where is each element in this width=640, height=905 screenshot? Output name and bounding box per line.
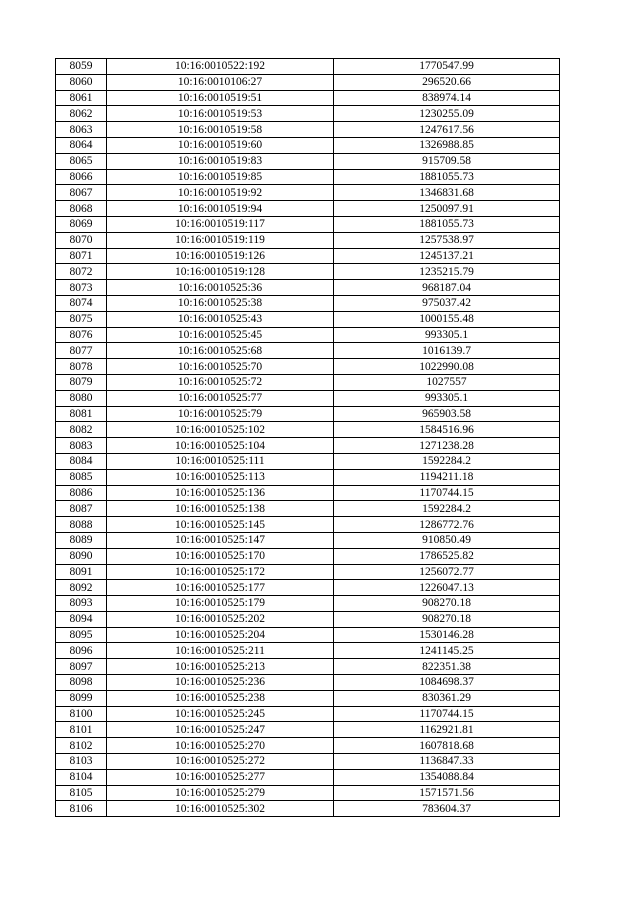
row-number-cell: 8084 — [56, 453, 107, 469]
table-row — [56, 453, 560, 469]
cadastral-number-cell: 10:16:0010525:102 — [107, 422, 334, 438]
cadastral-number-cell: 10:16:0010519:119 — [107, 232, 334, 248]
cadastral-number-cell: 10:16:0010519:94 — [107, 201, 334, 217]
value-cell: 1235215.79 — [334, 264, 560, 280]
row-number-cell: 8077 — [56, 343, 107, 359]
row-number-cell: 8059 — [56, 59, 107, 75]
table-row — [56, 311, 560, 327]
value-cell: 838974.14 — [334, 90, 560, 106]
row-number-cell: 8098 — [56, 675, 107, 691]
value-cell: 1326988.85 — [334, 137, 560, 153]
cadastral-number-cell: 10:16:0010519:126 — [107, 248, 334, 264]
table-row — [56, 216, 560, 232]
value-cell: 1250097.91 — [334, 201, 560, 217]
table-row — [56, 517, 560, 533]
row-number-cell: 8082 — [56, 422, 107, 438]
value-cell: 1245137.21 — [334, 248, 560, 264]
row-number-cell: 8085 — [56, 469, 107, 485]
value-cell: 1271238.28 — [334, 438, 560, 454]
cadastral-number-cell: 10:16:0010525:172 — [107, 564, 334, 580]
table-row — [56, 359, 560, 375]
row-number-cell: 8071 — [56, 248, 107, 264]
cadastral-number-cell: 10:16:0010525:113 — [107, 469, 334, 485]
row-number-cell: 8064 — [56, 137, 107, 153]
table-row — [56, 90, 560, 106]
cadastral-number-cell: 10:16:0010525:36 — [107, 280, 334, 296]
table-row — [56, 690, 560, 706]
value-cell: 1022990.08 — [334, 359, 560, 375]
cadastral-number-cell: 10:16:0010525:45 — [107, 327, 334, 343]
cadastral-number-cell: 10:16:0010525:247 — [107, 722, 334, 738]
row-number-cell: 8091 — [56, 564, 107, 580]
cadastral-number-cell: 10:16:0010519:53 — [107, 106, 334, 122]
value-cell: 783604.37 — [334, 801, 560, 817]
table-row — [56, 74, 560, 90]
row-number-cell: 8060 — [56, 74, 107, 90]
table-row — [56, 738, 560, 754]
row-number-cell: 8080 — [56, 390, 107, 406]
table-row — [56, 659, 560, 675]
row-number-cell: 8100 — [56, 706, 107, 722]
table-row — [56, 675, 560, 691]
row-number-cell: 8096 — [56, 643, 107, 659]
cadastral-number-cell: 10:16:0010522:192 — [107, 59, 334, 75]
value-cell: 1194211.18 — [334, 469, 560, 485]
cadastral-number-cell: 10:16:0010525:79 — [107, 406, 334, 422]
table-row — [56, 627, 560, 643]
table-row — [56, 185, 560, 201]
cadastral-number-cell: 10:16:0010525:277 — [107, 769, 334, 785]
table-row — [56, 438, 560, 454]
table-row — [56, 501, 560, 517]
value-cell: 993305.1 — [334, 390, 560, 406]
cadastral-number-cell: 10:16:0010519:83 — [107, 153, 334, 169]
cadastral-number-cell: 10:16:0010525:236 — [107, 675, 334, 691]
row-number-cell: 8099 — [56, 690, 107, 706]
table-row — [56, 137, 560, 153]
value-cell: 1226047.13 — [334, 580, 560, 596]
cadastral-number-cell: 10:16:0010525:43 — [107, 311, 334, 327]
table-row — [56, 564, 560, 580]
table-row — [56, 201, 560, 217]
cadastral-number-cell: 10:16:0010525:145 — [107, 517, 334, 533]
cadastral-number-cell: 10:16:0010519:60 — [107, 137, 334, 153]
cadastral-number-cell: 10:16:0010525:147 — [107, 532, 334, 548]
row-number-cell: 8066 — [56, 169, 107, 185]
cadastral-number-cell: 10:16:0010525:270 — [107, 738, 334, 754]
table-body — [56, 59, 560, 817]
row-number-cell: 8086 — [56, 485, 107, 501]
row-number-cell: 8078 — [56, 359, 107, 375]
row-number-cell: 8079 — [56, 374, 107, 390]
data-table — [55, 58, 560, 817]
table-row — [56, 232, 560, 248]
cadastral-number-cell: 10:16:0010106:27 — [107, 74, 334, 90]
cadastral-number-cell: 10:16:0010525:170 — [107, 548, 334, 564]
value-cell: 1170744.15 — [334, 706, 560, 722]
row-number-cell: 8087 — [56, 501, 107, 517]
table-row — [56, 343, 560, 359]
row-number-cell: 8074 — [56, 295, 107, 311]
cadastral-number-cell: 10:16:0010525:202 — [107, 611, 334, 627]
cadastral-number-cell: 10:16:0010525:302 — [107, 801, 334, 817]
cadastral-number-cell: 10:16:0010525:272 — [107, 754, 334, 770]
cadastral-number-cell: 10:16:0010519:51 — [107, 90, 334, 106]
value-cell: 1247617.56 — [334, 122, 560, 138]
value-cell: 1016139.7 — [334, 343, 560, 359]
row-number-cell: 8075 — [56, 311, 107, 327]
value-cell: 1786525.82 — [334, 548, 560, 564]
cadastral-number-cell: 10:16:0010519:85 — [107, 169, 334, 185]
value-cell: 1136847.33 — [334, 754, 560, 770]
table-row — [56, 548, 560, 564]
row-number-cell: 8068 — [56, 201, 107, 217]
table-row — [56, 374, 560, 390]
row-number-cell: 8103 — [56, 754, 107, 770]
cadastral-number-cell: 10:16:0010525:68 — [107, 343, 334, 359]
value-cell: 830361.29 — [334, 690, 560, 706]
value-cell: 908270.18 — [334, 611, 560, 627]
value-cell: 1607818.68 — [334, 738, 560, 754]
cadastral-number-cell: 10:16:0010525:70 — [107, 359, 334, 375]
row-number-cell: 8097 — [56, 659, 107, 675]
row-number-cell: 8062 — [56, 106, 107, 122]
cadastral-number-cell: 10:16:0010525:179 — [107, 596, 334, 612]
table-row — [56, 485, 560, 501]
table-row — [56, 327, 560, 343]
value-cell: 1027557 — [334, 374, 560, 390]
table-row — [56, 248, 560, 264]
cadastral-number-cell: 10:16:0010525:211 — [107, 643, 334, 659]
table-row — [56, 532, 560, 548]
value-cell: 1592284.2 — [334, 501, 560, 517]
value-cell: 1170744.15 — [334, 485, 560, 501]
row-number-cell: 8104 — [56, 769, 107, 785]
cadastral-number-cell: 10:16:0010525:38 — [107, 295, 334, 311]
table-row — [56, 169, 560, 185]
table-row — [56, 153, 560, 169]
table-row — [56, 643, 560, 659]
table-row — [56, 295, 560, 311]
row-number-cell: 8063 — [56, 122, 107, 138]
table-row — [56, 280, 560, 296]
cadastral-number-cell: 10:16:0010525:279 — [107, 785, 334, 801]
value-cell: 915709.58 — [334, 153, 560, 169]
row-number-cell: 8070 — [56, 232, 107, 248]
value-cell: 908270.18 — [334, 596, 560, 612]
row-number-cell: 8083 — [56, 438, 107, 454]
row-number-cell: 8065 — [56, 153, 107, 169]
row-number-cell: 8094 — [56, 611, 107, 627]
value-cell: 296520.66 — [334, 74, 560, 90]
row-number-cell: 8106 — [56, 801, 107, 817]
value-cell: 1571571.56 — [334, 785, 560, 801]
cadastral-number-cell: 10:16:0010525:77 — [107, 390, 334, 406]
value-cell: 1881055.73 — [334, 169, 560, 185]
table-row — [56, 722, 560, 738]
row-number-cell: 8101 — [56, 722, 107, 738]
table-row — [56, 122, 560, 138]
value-cell: 1000155.48 — [334, 311, 560, 327]
cadastral-number-cell: 10:16:0010519:92 — [107, 185, 334, 201]
value-cell: 1530146.28 — [334, 627, 560, 643]
table-row — [56, 264, 560, 280]
cadastral-number-cell: 10:16:0010525:72 — [107, 374, 334, 390]
row-number-cell: 8072 — [56, 264, 107, 280]
table-row — [56, 706, 560, 722]
table-row — [56, 611, 560, 627]
table-row — [56, 59, 560, 75]
cadastral-number-cell: 10:16:0010525:136 — [107, 485, 334, 501]
value-cell: 1286772.76 — [334, 517, 560, 533]
table-row — [56, 580, 560, 596]
value-cell: 1354088.84 — [334, 769, 560, 785]
value-cell: 1881055.73 — [334, 216, 560, 232]
cadastral-number-cell: 10:16:0010525:111 — [107, 453, 334, 469]
value-cell: 910850.49 — [334, 532, 560, 548]
row-number-cell: 8088 — [56, 517, 107, 533]
row-number-cell: 8061 — [56, 90, 107, 106]
table-row — [56, 106, 560, 122]
row-number-cell: 8093 — [56, 596, 107, 612]
row-number-cell: 8095 — [56, 627, 107, 643]
table-row — [56, 469, 560, 485]
cadastral-number-cell: 10:16:0010525:104 — [107, 438, 334, 454]
value-cell: 1230255.09 — [334, 106, 560, 122]
cadastral-number-cell: 10:16:0010525:177 — [107, 580, 334, 596]
value-cell: 822351.38 — [334, 659, 560, 675]
value-cell: 1162921.81 — [334, 722, 560, 738]
value-cell: 965903.58 — [334, 406, 560, 422]
value-cell: 1084698.37 — [334, 675, 560, 691]
table-row — [56, 801, 560, 817]
table-row — [56, 422, 560, 438]
table-row — [56, 754, 560, 770]
cadastral-number-cell: 10:16:0010519:128 — [107, 264, 334, 280]
cadastral-number-cell: 10:16:0010525:245 — [107, 706, 334, 722]
row-number-cell: 8073 — [56, 280, 107, 296]
value-cell: 1256072.77 — [334, 564, 560, 580]
cadastral-number-cell: 10:16:0010525:138 — [107, 501, 334, 517]
value-cell: 1257538.97 — [334, 232, 560, 248]
value-cell: 1584516.96 — [334, 422, 560, 438]
value-cell: 1241145.25 — [334, 643, 560, 659]
table-row — [56, 406, 560, 422]
row-number-cell: 8081 — [56, 406, 107, 422]
value-cell: 968187.04 — [334, 280, 560, 296]
row-number-cell: 8090 — [56, 548, 107, 564]
value-cell: 1770547.99 — [334, 59, 560, 75]
cadastral-number-cell: 10:16:0010519:117 — [107, 216, 334, 232]
row-number-cell: 8105 — [56, 785, 107, 801]
value-cell: 975037.42 — [334, 295, 560, 311]
table-row — [56, 596, 560, 612]
cadastral-number-cell: 10:16:0010525:204 — [107, 627, 334, 643]
row-number-cell: 8089 — [56, 532, 107, 548]
row-number-cell: 8076 — [56, 327, 107, 343]
cadastral-number-cell: 10:16:0010525:213 — [107, 659, 334, 675]
row-number-cell: 8102 — [56, 738, 107, 754]
value-cell: 1592284.2 — [334, 453, 560, 469]
value-cell: 993305.1 — [334, 327, 560, 343]
row-number-cell: 8092 — [56, 580, 107, 596]
table-row — [56, 769, 560, 785]
table-row — [56, 390, 560, 406]
row-number-cell: 8069 — [56, 216, 107, 232]
row-number-cell: 8067 — [56, 185, 107, 201]
cadastral-number-cell: 10:16:0010525:238 — [107, 690, 334, 706]
value-cell: 1346831.68 — [334, 185, 560, 201]
table-row — [56, 785, 560, 801]
cadastral-number-cell: 10:16:0010519:58 — [107, 122, 334, 138]
